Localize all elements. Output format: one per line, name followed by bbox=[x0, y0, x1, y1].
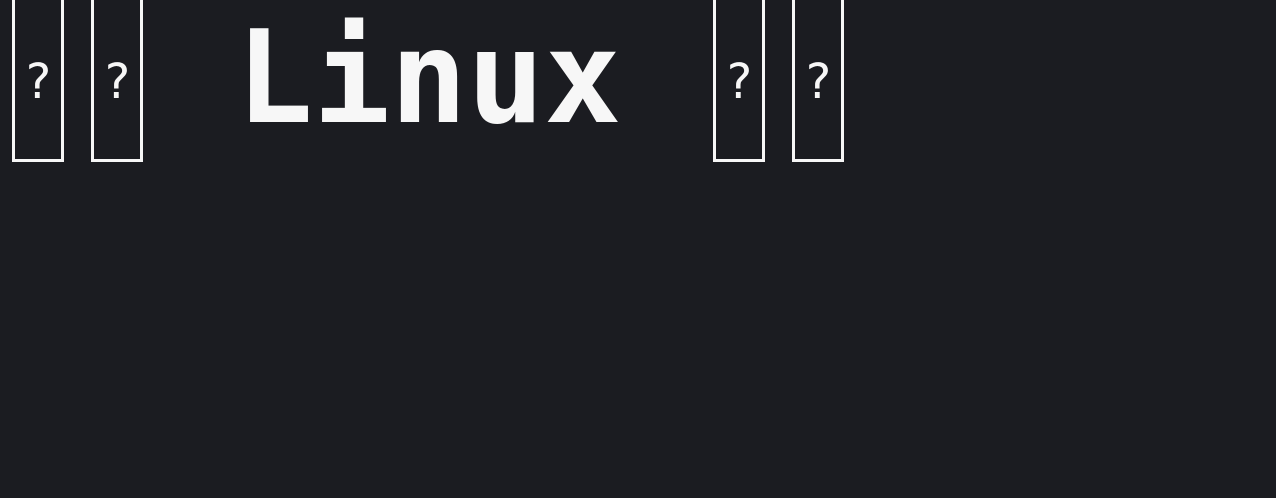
missing-glyph-box bbox=[713, 0, 765, 162]
missing-glyph-mark: ? bbox=[23, 54, 53, 110]
missing-glyph-box bbox=[12, 0, 64, 162]
missing-glyph-box bbox=[792, 0, 844, 162]
missing-glyph-mark: ? bbox=[102, 54, 132, 110]
missing-glyph-box bbox=[91, 0, 143, 162]
missing-glyph-mark: ? bbox=[724, 54, 754, 110]
missing-glyph-mark: ? bbox=[803, 54, 833, 110]
page-title: Linux bbox=[236, 4, 622, 153]
